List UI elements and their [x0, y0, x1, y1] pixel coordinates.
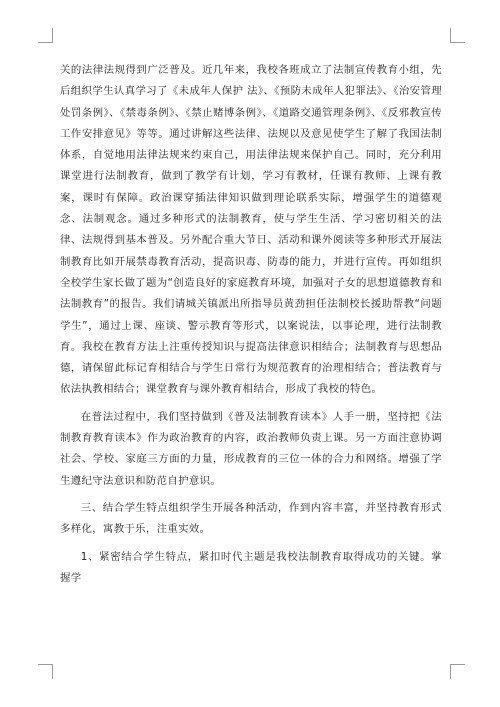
- crop-mark-bottom-left: [38, 664, 53, 679]
- crop-mark-bottom-right: [450, 664, 465, 679]
- document-body: [60, 60, 442, 589]
- paragraph-section-three: 三、结合学生特点组织学生开展各种活动，作到内容丰富，并坚持教育形式多样化，寓教于乐，注重实效。: [60, 501, 442, 536]
- paragraph-item-one: 1、紧密结合学生特点，紧扣时代主题是我校法制教育取得成功的关键。掌握学: [60, 550, 442, 584]
- paragraph-continuation: 关的法律法规得到广泛普及。近几年来，我校各班成立了法制宣传教育小组，先后组织学生认真学习了《未成年人保护 法》、《预防未成年人犯罪法》、《治安管理处罚条例》、《禁毒条例》、《禁止赌博条例》、《道路交通管理条例》、《反邪教宣传工作安排意见》等等。通过讲解这些法律、法规以及意见使学生了解了我国法制体系，自觉地用法律法规来约束自己，用法律法规来保护自己。同时，充分利用课堂进行法制教育，做到了教学有计划，学习有教材，任课有教师、上课有教案，课时有保障。政治课穿插法律知识做到理论联系实际，增强学生的道德观念、法制观念。通过多种形式的法制教育，使与学生生活、学习密切相关的法律、法规得到基本普及。另外配合重大节日、活动和课外阅读等多种形式开展法制教育比如开展禁毒教育活动，提高识毒、防毒的能力，并进行宣传。再如组织全校学生家长做了题为“创造良好的家庭教育环境，加强对子女的思想道德教育和法制教育”的报告。我们请城关镇派出所指导员黄劲担任法制校长援助帮教“问题学生”，通过上课、座谈、警示教育等形式，以案说法，以事论理，进行法制教育。我校在教育方法上注重传授知识与提高法律意识相结合；法制教育与思想品德，请保留此标记育相结合与学生日常行为规范教育的治理相结合；普法教育与依法执教相结合；课堂教育与课外教育相结合，形成了我校的特色。: [60, 64, 442, 396]
- paragraph-textbook: 在普法过程中，我们坚持做到《普及法制教育读本》人手一册，坚持把《法制教育教育读本》作为政治教育的内容，政治教师负责上课。另一方面注意协调社会、学校、家庭三方面的力量，形成教育的三位一体的合力和网络。增强了学生遵纪守法意识和防范自护意识。: [60, 410, 442, 487]
- crop-mark-top-right: [450, 28, 465, 43]
- crop-mark-top-left: [38, 28, 53, 43]
